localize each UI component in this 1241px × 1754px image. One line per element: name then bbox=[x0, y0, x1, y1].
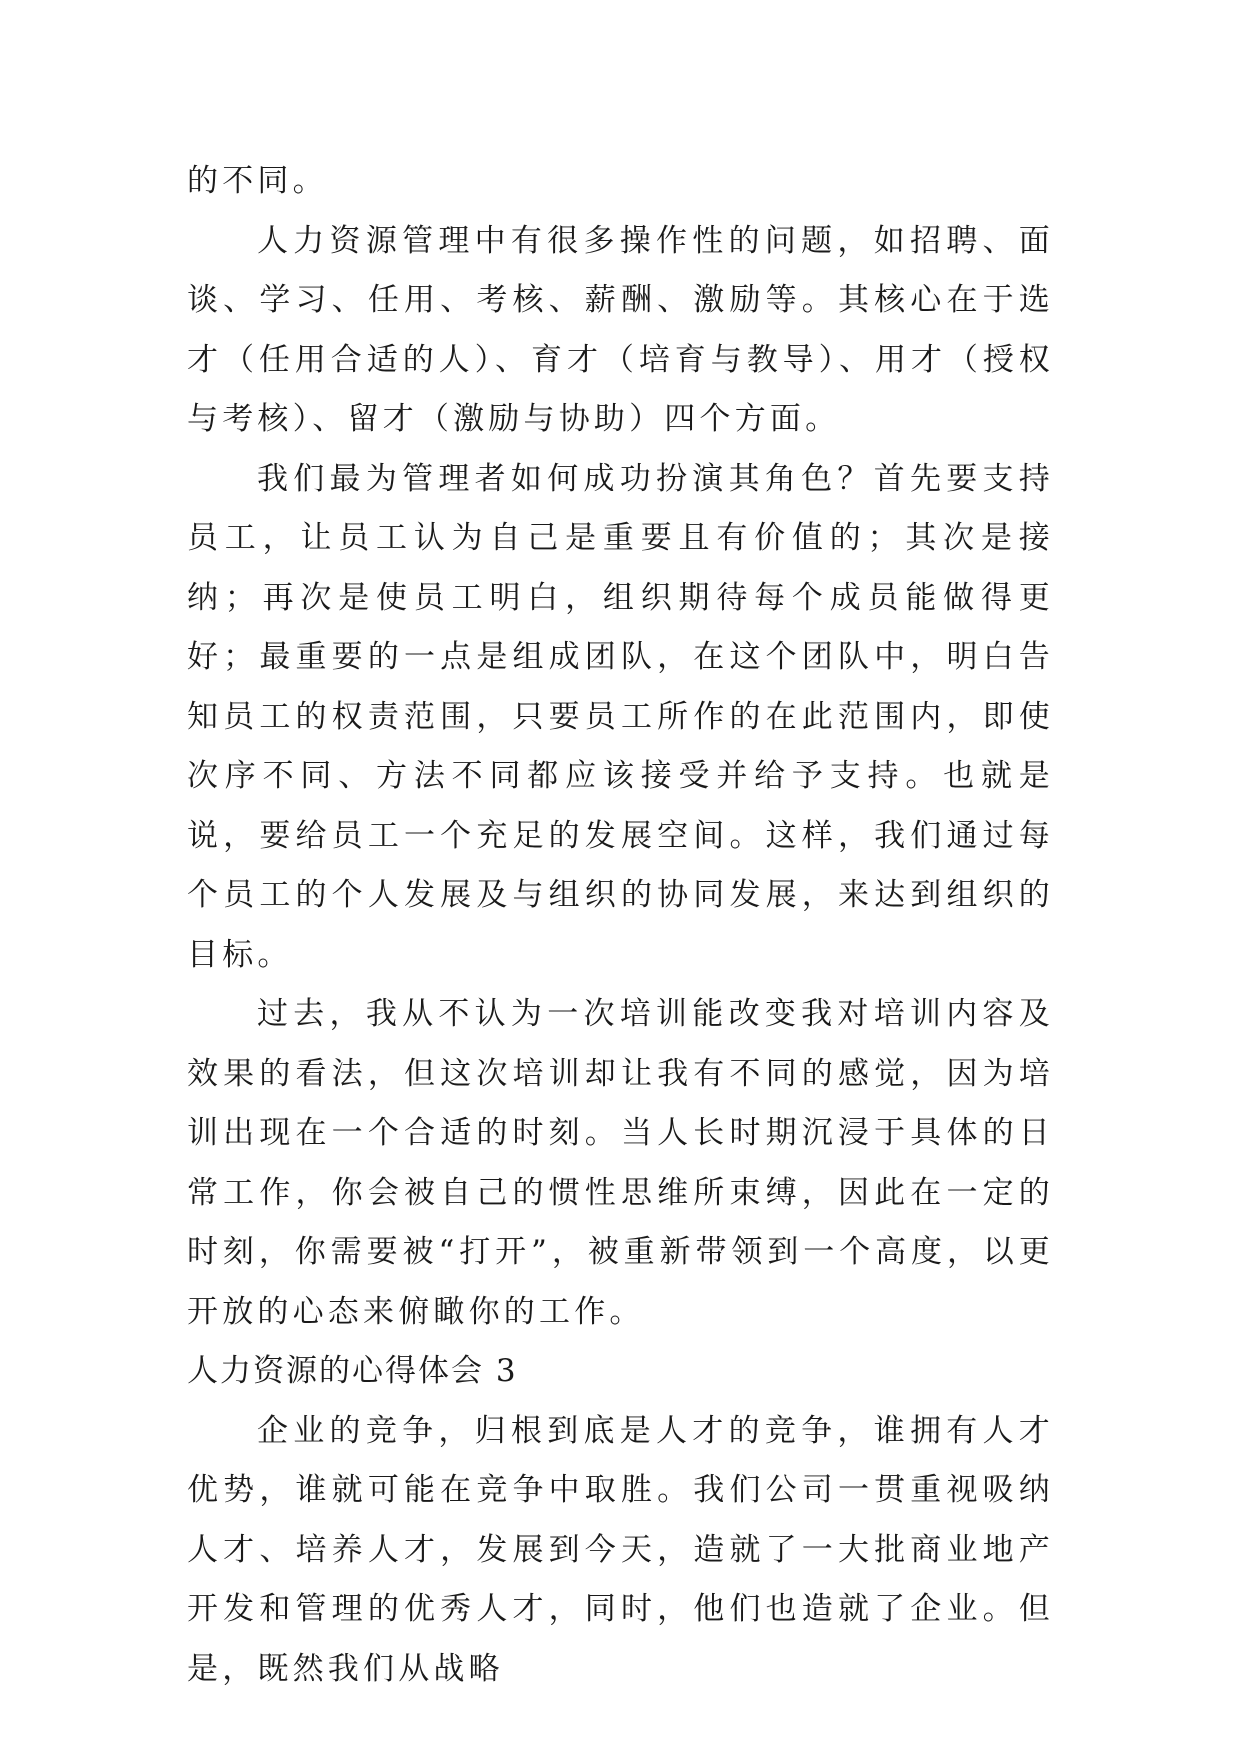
paragraph-training-reflection: 过去，我从不认为一次培训能改变我对培训内容及效果的看法，但这次培训却让我有不同的感觉，因为培训出现在一个合适的时刻。当人长时期沉浸于具体的日常工作，你会被自己的惯性思维所束缚，因此在一定的时刻，你需要被“打开”，被重新带领到一个高度，以更开放的心态来俯瞰你的工作。 bbox=[187, 996, 1054, 1330]
paragraph-hr-core-functions: 人力资源管理中有很多操作性的问题，如招聘、面谈、学习、任用、考核、薪酬、激励等。其核心在于选才（任用合适的人）、育才（培育与教导）、用才（授权与考核）、留才（激励与协助）四个方面。 bbox=[187, 222, 1054, 437]
document-body bbox=[187, 152, 1054, 1699]
paragraph-manager-role: 我们最为管理者如何成功扮演其角色？首先要支持员工，让员工认为自己是重要且有价值的；其次是接纳；再次是使员工明白，组织期待每个成员能做得更好；最重要的一点是组成团队，在这个团队中，明白告知员工的权责范围，只要员工所作的在此范围内，即使次序不同、方法不同都应该接受并给予支持。也就是说，要给员工一个充足的发展空间。这样，我们通过每个员工的个人发展及与组织的协同发展，来达到组织的目标。 bbox=[187, 460, 1054, 973]
paragraph-talent-competition: 企业的竞争，归根到底是人才的竞争，谁拥有人才优势，谁就可能在竞争中取胜。我们公司一贯重视吸纳人才、培养人才，发展到今天，造就了一大批商业地产开发和管理的优秀人才，同时，他们也造就了企业。但是，既然我们从战略 bbox=[187, 1412, 1054, 1687]
paragraph-continuation: 的不同。 bbox=[187, 163, 328, 199]
section-heading: 人力资源的心得体会 3 bbox=[187, 1353, 518, 1389]
